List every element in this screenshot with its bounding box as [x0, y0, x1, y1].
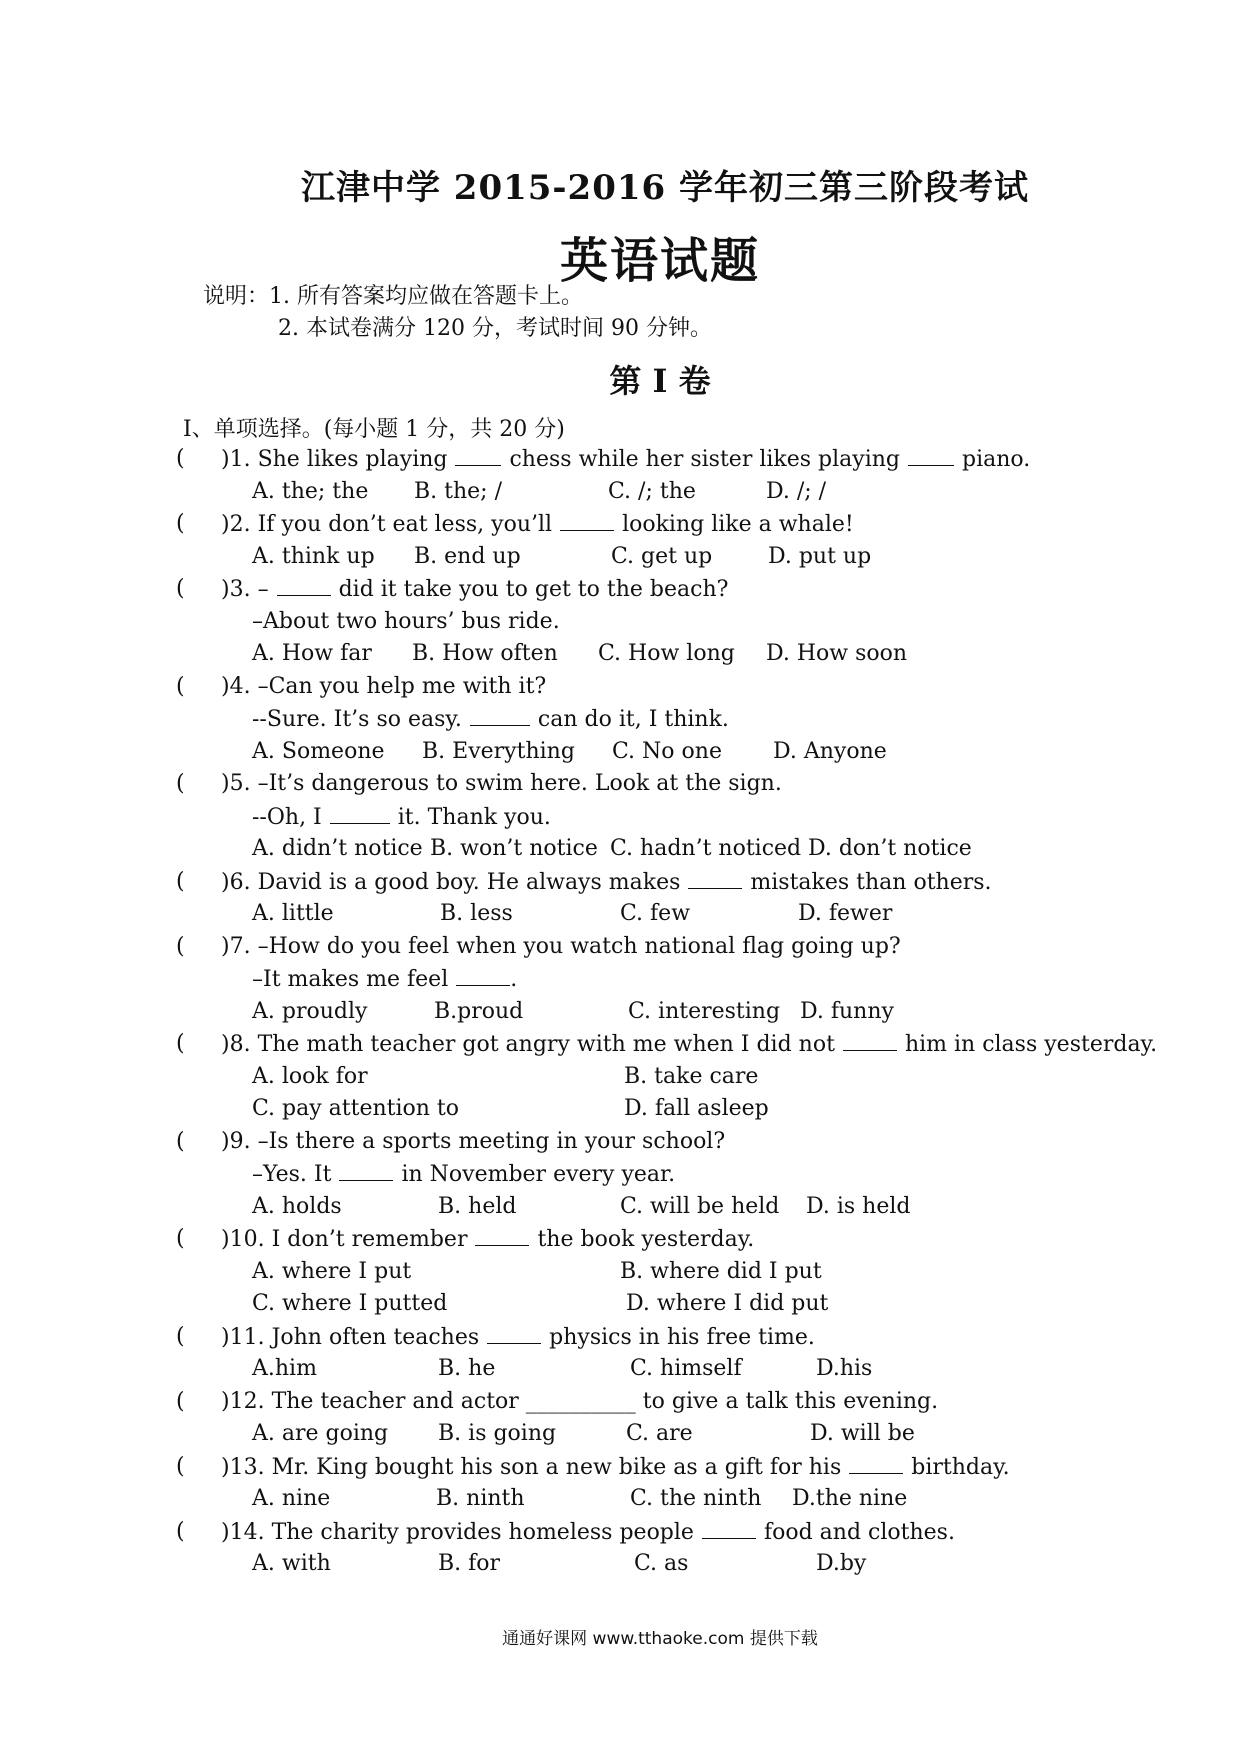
exam-title: 江津中学 2015-2016 学年初三第三阶段考试 [300, 168, 1030, 208]
option-a: A. Someone [252, 738, 385, 764]
question-6 [176, 866, 1176, 899]
section-title: 第 I 卷 [609, 362, 711, 400]
option-b: B. ninth [436, 1486, 525, 1511]
question-13 [176, 1451, 1176, 1484]
option-b: B.proud [434, 998, 524, 1024]
option-a: A. the; the [252, 478, 369, 504]
question-text: )8. The math teacher got angry with me when I did not [221, 1032, 835, 1057]
option-d: D. funny [800, 998, 894, 1024]
options-row [176, 1483, 1176, 1516]
answer-paren: ( [176, 1518, 185, 1544]
question-text: )4. –Can you help me with it? [221, 673, 547, 699]
option-b: B. is going [438, 1421, 557, 1446]
instruction-2: 2. 本试卷满分 120 分，考试时间 90 分钟。 [278, 316, 712, 341]
answer-blank [455, 443, 501, 466]
question-text: mistakes than others. [750, 869, 992, 895]
option-d: D. don’t notice [808, 836, 972, 861]
options-row [176, 1191, 1176, 1224]
option-a: A. where I put [252, 1258, 412, 1284]
question-9 [176, 1126, 1176, 1159]
option-c: C. will be held [620, 1193, 780, 1219]
option-a: A. look for [252, 1063, 368, 1089]
answer-paren: ( [176, 446, 185, 471]
instruction-1: 说明：1. 所有答案均应做在答题卡上。 [203, 284, 583, 309]
answer-paren: ( [176, 1453, 185, 1479]
option-d: D.his [816, 1356, 873, 1381]
question-5 [176, 768, 1176, 801]
options-row [176, 638, 1176, 671]
reply-text: –About two hours’ bus ride. [252, 608, 560, 634]
question-text: piano. [962, 447, 1031, 472]
option-c: C. interesting [628, 998, 781, 1024]
options-row [176, 1288, 1176, 1321]
question-text: chess while her sister likes playing [509, 447, 900, 472]
reply-text: . [510, 967, 518, 992]
options-row [176, 1256, 1176, 1289]
question-text: )11. John often teaches [221, 1324, 480, 1350]
answer-blank [849, 1451, 903, 1474]
reply-text: it. Thank you. [397, 804, 551, 830]
option-a: A. holds [252, 1193, 342, 1219]
question-text: looking like a whale! [622, 512, 854, 537]
option-c: C. pay attention to [252, 1096, 460, 1121]
option-b: B. held [438, 1193, 517, 1219]
option-b: B. for [438, 1551, 501, 1576]
reply-text: --Oh, I [252, 804, 322, 830]
question-10 [176, 1223, 1176, 1256]
answer-blank [702, 1516, 756, 1539]
option-c: C. No one [612, 738, 722, 764]
question-3 [176, 573, 1176, 606]
reply-line [176, 703, 1176, 736]
reply-line [176, 801, 1176, 834]
question-text: )10. I don’t remember [221, 1227, 468, 1252]
answer-blank [277, 573, 331, 596]
option-c: C. as [634, 1551, 689, 1576]
part-heading: Ⅰ、单项选择。(每小题 1 分，共 20 分) [183, 417, 565, 442]
question-8 [176, 1028, 1176, 1061]
answer-blank [456, 963, 510, 986]
question-1 [176, 443, 1176, 476]
page-footer: 通通好课网 www.tthaoke.com 提供下载 [502, 1629, 818, 1649]
options-row [176, 833, 1176, 866]
reply-text: can do it, I think. [537, 707, 729, 732]
answer-blank [908, 443, 954, 466]
option-b: B. How often [412, 641, 558, 666]
question-2 [176, 508, 1176, 541]
option-c: C. hadn’t noticed [610, 836, 802, 861]
option-a: A. think up [252, 543, 375, 569]
options-row [176, 898, 1176, 931]
answer-paren: ( [176, 1226, 185, 1251]
option-c: C. are [626, 1421, 693, 1446]
question-text: )13. Mr. King bought his son a new bike as a gift for his [221, 1454, 842, 1480]
option-d: D. How soon [766, 641, 908, 666]
option-a: A.him [252, 1356, 317, 1381]
question-text: )6. David is a good boy. He always makes [221, 869, 681, 895]
question-4 [176, 671, 1176, 704]
question-text: him in class yesterday. [904, 1032, 1158, 1057]
option-d: D.the nine [792, 1486, 908, 1511]
option-c: C. few [620, 901, 691, 926]
option-d: D. fall asleep [624, 1096, 769, 1121]
answer-paren: ( [176, 673, 185, 699]
answer-paren: ( [176, 576, 185, 601]
answer-blank [560, 508, 614, 531]
answer-paren: ( [176, 1128, 185, 1154]
option-b: B. won’t notice [430, 836, 598, 861]
option-a: A. didn’t notice [252, 836, 423, 861]
answer-paren: ( [176, 1031, 185, 1056]
reply-text: in November every year. [401, 1162, 676, 1187]
option-d: D. Anyone [773, 738, 887, 764]
option-c: C. the ninth [630, 1486, 762, 1511]
option-a: A. with [252, 1551, 331, 1576]
question-14 [176, 1516, 1176, 1549]
answer-blank [843, 1028, 897, 1051]
question-text: did it take you to get to the beach? [338, 577, 729, 602]
answer-blank [688, 866, 742, 889]
option-a: A. proudly [252, 998, 368, 1024]
exam-subtitle: 英语试题 [559, 233, 760, 289]
options-row [176, 1548, 1176, 1581]
options-row [176, 736, 1176, 769]
option-b: B. less [440, 901, 513, 926]
reply-line [176, 1158, 1176, 1191]
option-b: B. the; / [414, 478, 502, 504]
answer-blank [339, 1158, 393, 1181]
question-text: )12. The teacher and actor __________ to give a talk this evening. [221, 1388, 939, 1414]
option-c: C. where I putted [252, 1291, 448, 1316]
reply-line [176, 963, 1176, 996]
question-12 [176, 1386, 1176, 1419]
option-b: B. he [438, 1356, 496, 1381]
reply-text: –It makes me feel [252, 967, 449, 992]
question-text: physics in his free time. [549, 1324, 815, 1350]
answer-paren: ( [176, 933, 185, 959]
question-7 [176, 931, 1176, 964]
option-d: D. will be [810, 1421, 915, 1446]
option-d: D. /; / [766, 478, 827, 504]
answer-blank [475, 1223, 529, 1246]
options-row [176, 1353, 1176, 1386]
question-list [176, 443, 1176, 1581]
question-text: )5. –It’s dangerous to swim here. Look at the sign. [221, 771, 782, 796]
option-a: A. are going [252, 1421, 389, 1446]
option-d: D. where I did put [626, 1291, 829, 1316]
option-b: B. where did I put [620, 1258, 822, 1284]
question-text: )9. –Is there a sports meeting in your school? [221, 1128, 726, 1154]
question-text: )3. – [221, 577, 269, 602]
option-d: D. fewer [798, 901, 893, 926]
options-row [176, 996, 1176, 1029]
option-b: B. take care [624, 1063, 759, 1089]
options-row [176, 541, 1176, 574]
option-d: D. is held [806, 1193, 911, 1219]
options-row [176, 1093, 1176, 1126]
question-text: )7. –How do you feel when you watch national flag going up? [221, 933, 901, 959]
option-d: D.by [816, 1551, 867, 1576]
reply-text: –Yes. It [252, 1162, 332, 1187]
option-a: A. nine [252, 1486, 331, 1511]
question-text: birthday. [911, 1454, 1010, 1480]
reply-line [176, 606, 1176, 639]
options-row [176, 1418, 1176, 1451]
question-11 [176, 1321, 1176, 1354]
option-b: B. end up [414, 543, 521, 569]
answer-blank [487, 1321, 541, 1344]
answer-paren: ( [176, 1388, 185, 1414]
question-text: food and clothes. [763, 1519, 955, 1545]
option-a: A. little [252, 901, 334, 926]
answer-paren: ( [176, 1323, 185, 1349]
question-text: )14. The charity provides homeless people [221, 1519, 694, 1545]
option-b: B. Everything [422, 738, 575, 764]
option-a: A. How far [252, 641, 372, 666]
option-c: C. himself [630, 1356, 742, 1381]
options-row [176, 476, 1176, 509]
answer-blank [330, 801, 390, 824]
question-text: the book yesterday. [537, 1227, 755, 1252]
options-row [176, 1061, 1176, 1094]
answer-paren: ( [176, 511, 185, 536]
option-c: C. get up [611, 543, 713, 569]
option-d: D. put up [768, 543, 872, 569]
question-text: )1. She likes playing [221, 447, 448, 472]
option-c: C. How long [598, 641, 735, 666]
option-c: C. /; the [608, 478, 696, 504]
answer-paren: ( [176, 868, 185, 894]
answer-paren: ( [176, 771, 185, 796]
reply-text: --Sure. It’s so easy. [252, 707, 462, 732]
question-text: )2. If you don’t eat less, you’ll [221, 512, 553, 537]
answer-blank [470, 703, 530, 726]
